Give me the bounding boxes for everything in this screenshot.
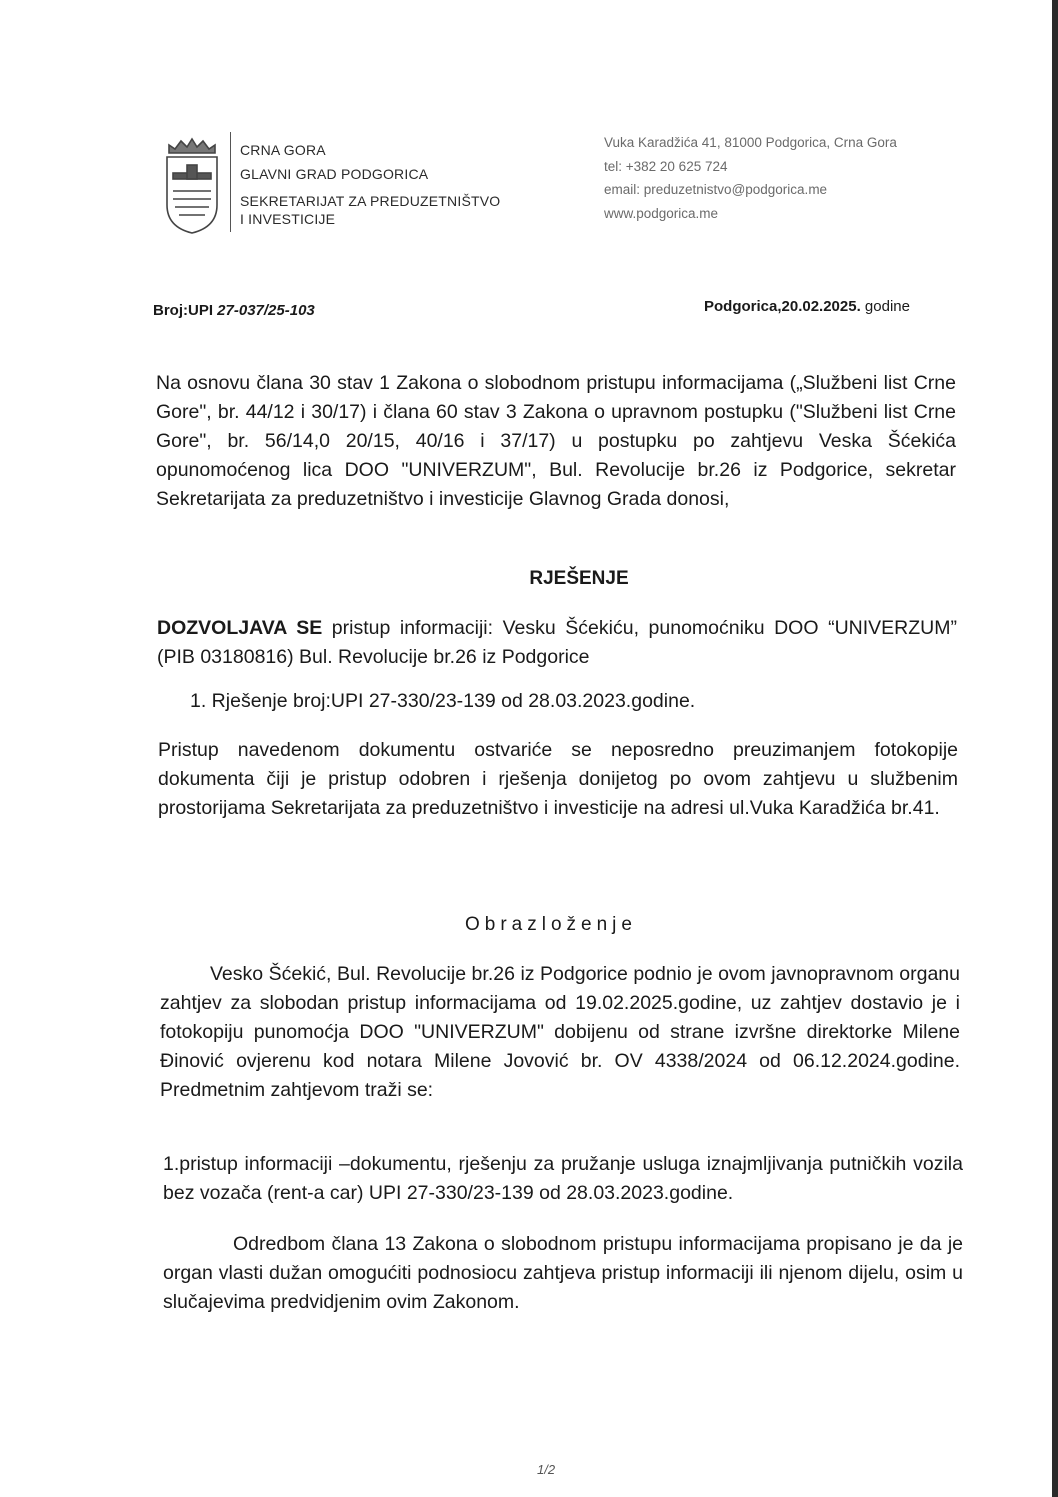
contact-phone: tel: +382 20 625 724: [604, 158, 728, 174]
list-item: 1. Rješenje broj:UPI 27-330/23-139 od 28.03.2023.godine.: [190, 690, 696, 712]
header-divider: [230, 132, 231, 232]
org-country: CRNA GORA: [240, 142, 326, 158]
reasoning-title: Obrazloženje: [465, 914, 637, 935]
org-secretariat: SEKRETARIJAT ZA PREDUZETNIŠTVO: [240, 193, 501, 209]
date-value: Podgorica,20.02.2025.: [704, 298, 861, 315]
scan-edge: [1052, 0, 1058, 1497]
document-date: [704, 298, 910, 315]
contact-web: www.podgorica.me: [604, 205, 719, 221]
reference-value: 27-037/25-103: [217, 302, 315, 319]
date-suffix: godine: [860, 298, 910, 315]
contact-address: Vuka Karadžića 41, 81000 Podgorica, Crna Gora: [604, 135, 897, 150]
reasoning-paragraph-1: Vesko Šćekić, Bul. Revolucije br.26 iz Podgorice podnio je ovom javnopravnom organu zahtjev za slobodan pristup informacijama od 19.02.2025.godine, uz zahtjev dostavio je i fotokopiju punomoćja DOO "UNIVERZUM" dobijenu od strane izvršne direktorke Milene Đinović ovjerenu kod notara Milene Jovović br. OV 4338/2024 od 06.12.2024.godine. Predmetnim zahtjevom traži se:: [160, 963, 960, 1101]
page-number: 1/2: [537, 1462, 556, 1477]
reference-number: [153, 302, 315, 319]
decision-title: RJEŠENJE: [529, 568, 629, 589]
grant-lead: DOZVOLJAVA SE: [157, 617, 323, 639]
reference-label: Broj:UPI: [153, 302, 218, 319]
grant-paragraph: [157, 614, 957, 672]
coat-of-arms-icon: [163, 135, 221, 235]
intro-paragraph: Na osnovu člana 30 stav 1 Zakona o slobodnom pristupu informacijama („Službeni list Crne Gore", br. 44/12 i 30/17) i člana 60 stav 3 Zakona o upravnom postupku ("Službeni list Crne Gore", br. 56/14,0 20/15, 40/16 i 37/17) u postupku po zahtjevu Veska Šćekića opunomoćenog lica DOO "UNIVERZUM", Bul. Revolucije br.26 iz Podgorice, sekretar Sekretarijata za preduzetništvo i investicije Glavnog Grada donosi,: [156, 372, 956, 510]
org-city: GLAVNI GRAD PODGORICA: [240, 166, 429, 182]
access-paragraph: Pristup navedenom dokumentu ostvariće se neposredno preuzimanjem fotokopije dokumenta čiji je pristup odobren i rješenja donijetog po ovom zahtjevu u službenim prostorijama Sekretarijata za preduzetništvo i investicije na adresi ul.Vuka Karadžića br.41.: [158, 739, 958, 819]
grant-text: pristup informaciji: Vesku Šćekiću, punomoćniku DOO “UNIVERZUM” (PIB 03180816) Bul. Revolucije br.26 iz Podgorice: [157, 617, 957, 668]
contact-block: [604, 131, 897, 225]
reasoning-paragraph-3: Odredbom člana 13 Zakona o slobodnom pristupu informacijama propisano je da je organ vlasti dužan omogućiti podnosiocu zahtjeva pristup informaciji ili njenom dijelu, osim u slučajevima predvidjenim ovim Zakonom.: [163, 1233, 963, 1313]
reasoning-paragraph-2: 1.pristup informaciji –dokumentu, rješenju za pružanje usluga iznajmljivanja putničkih vozila bez vozača (rent-a car) UPI 27-330/23-139 od 28.03.2023.godine.: [163, 1153, 963, 1204]
org-block: [240, 138, 500, 228]
contact-email: email: preduzetnistvo@podgorica.me: [604, 182, 828, 197]
org-secretariat-cont: I INVESTICIJE: [240, 211, 336, 227]
